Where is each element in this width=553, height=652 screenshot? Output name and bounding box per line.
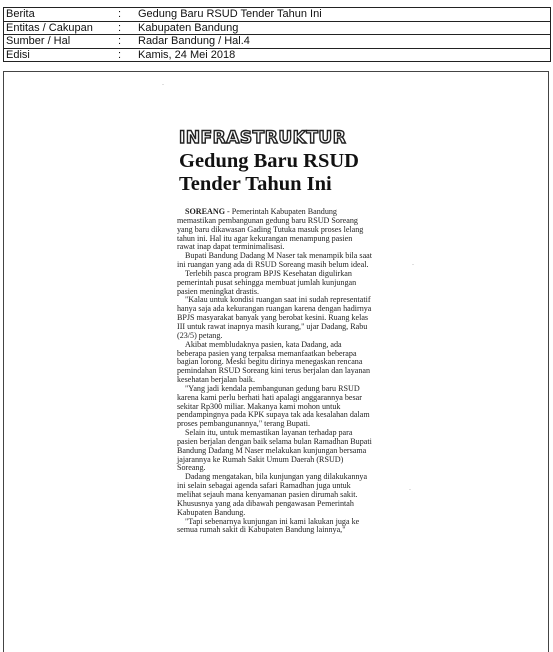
meta-value: Kamis, 24 Mei 2018 xyxy=(138,48,236,61)
meta-label: Entitas / Cakupan xyxy=(6,21,93,34)
meta-separator: : xyxy=(118,35,122,47)
news-clipping xyxy=(177,128,372,535)
article-paragraph xyxy=(177,208,372,252)
dateline: SOREANG xyxy=(185,207,226,216)
meta-value: Radar Bandung / Hal.4 xyxy=(138,35,250,47)
article-paragraph: Selain itu, untuk memastikan layanan terhadap para pasien berjalan dengan baik selama bulan Ramadhan Bupati Bandung Dadang M Naser melakukan kunjungan bersama jajarannya ke Rumah Sakit Umum Daerah (RSUD) Soreang. xyxy=(177,428,372,473)
meta-separator: : xyxy=(118,21,122,34)
article-paragraph: Terlebih pasca program BPJS Kesehatan digulirkan pemerintah pusat sehingga membuat jumlah kunjungan pasien meningkat drastis. xyxy=(177,268,357,296)
meta-row-edisi xyxy=(4,49,550,63)
meta-value: Kabupaten Bandung xyxy=(138,21,239,34)
headline-line: Gedung Baru RSUD xyxy=(179,150,359,172)
meta-label: Edisi xyxy=(6,48,30,61)
meta-row-entitas xyxy=(4,22,550,36)
article-paragraph: Akibat membludaknya pasien, kata Dadang, ada beberapa pasien yang terpaksa memanfaatkan beberapa bagian lorong. Meski begitu dirinya menegaskan rencana pemindahan RSUD Soreang kini terus berjalan dan layanan kesehatan berjalan baik. xyxy=(177,339,371,385)
meta-label: Berita xyxy=(6,8,35,20)
meta-row-berita xyxy=(4,8,550,22)
meta-value: Gedung Baru RSUD Tender Tahun Ini xyxy=(138,8,322,20)
scan-speck: · xyxy=(162,82,164,88)
scan-speck: · xyxy=(409,487,411,493)
article-paragraph: Dadang mengatakan, bila kunjungan yang dilakukannya ini selain sebagai agenda safari Ramadhan juga untuk melihat sejauh mana kenyamanan pasien dirumah sakit. Khususnya yang ada dibawah pengawasan Pemerintah Kabupaten Bandung. xyxy=(177,472,368,517)
metadata-table xyxy=(3,7,551,62)
article-body xyxy=(177,208,372,535)
meta-row-sumber xyxy=(4,35,550,49)
article-headline xyxy=(179,150,372,196)
article-paragraph: "Kalau untuk kondisi ruangan saat ini sudah representatif hanya saja ada kekurangan ruangan karena dengan hadirnya BPJS masyarakat banyak yang berobat kesini. Ruang kelas III untuk rawat inapnya masih kurang," ujar Dadang, Rabu (23/5) petang. xyxy=(177,295,372,340)
headline-line: Tender Tahun Ini xyxy=(179,173,332,195)
meta-separator: : xyxy=(118,8,122,20)
meta-label: Sumber / Hal xyxy=(6,35,71,47)
article-paragraph: Bupati Bandung Dadang M Naser tak menampik bila saat ini ruangan yang ada di RSUD Soreang masih belum ideal. xyxy=(177,251,373,270)
rubric-label: INFRASTRUKTUR xyxy=(179,128,347,148)
article-paragraph: "Tapi sebenarnya kunjungan ini kami lakukan juga ke semua rumah sakit di Kabupaten Bandung lainnya," xyxy=(177,516,360,535)
article-paragraph: "Yang jadi kendala pembangunan gedung baru RSUD karena kami perlu berhati hati apalagi anggarannya besar sekitar Rp300 miliar. Makanya kami mohon untuk pendampingnya pada KPK supaya tak ada kesalahan dalam proses pembangunannya," terang Bupati. xyxy=(177,383,370,429)
scan-speck: · xyxy=(412,262,414,268)
paragraph-text: - Pemerintah Kabupaten Bandung memastikan pembangunan gedung baru RSUD Soreang yang baru dikawasan Gading Tutuka masuk proses lelang tahun ini. Hal itu agar kekurangan menampung pasien rawat inap dapat terminimalisasi. xyxy=(177,207,364,252)
meta-separator: : xyxy=(118,48,122,61)
